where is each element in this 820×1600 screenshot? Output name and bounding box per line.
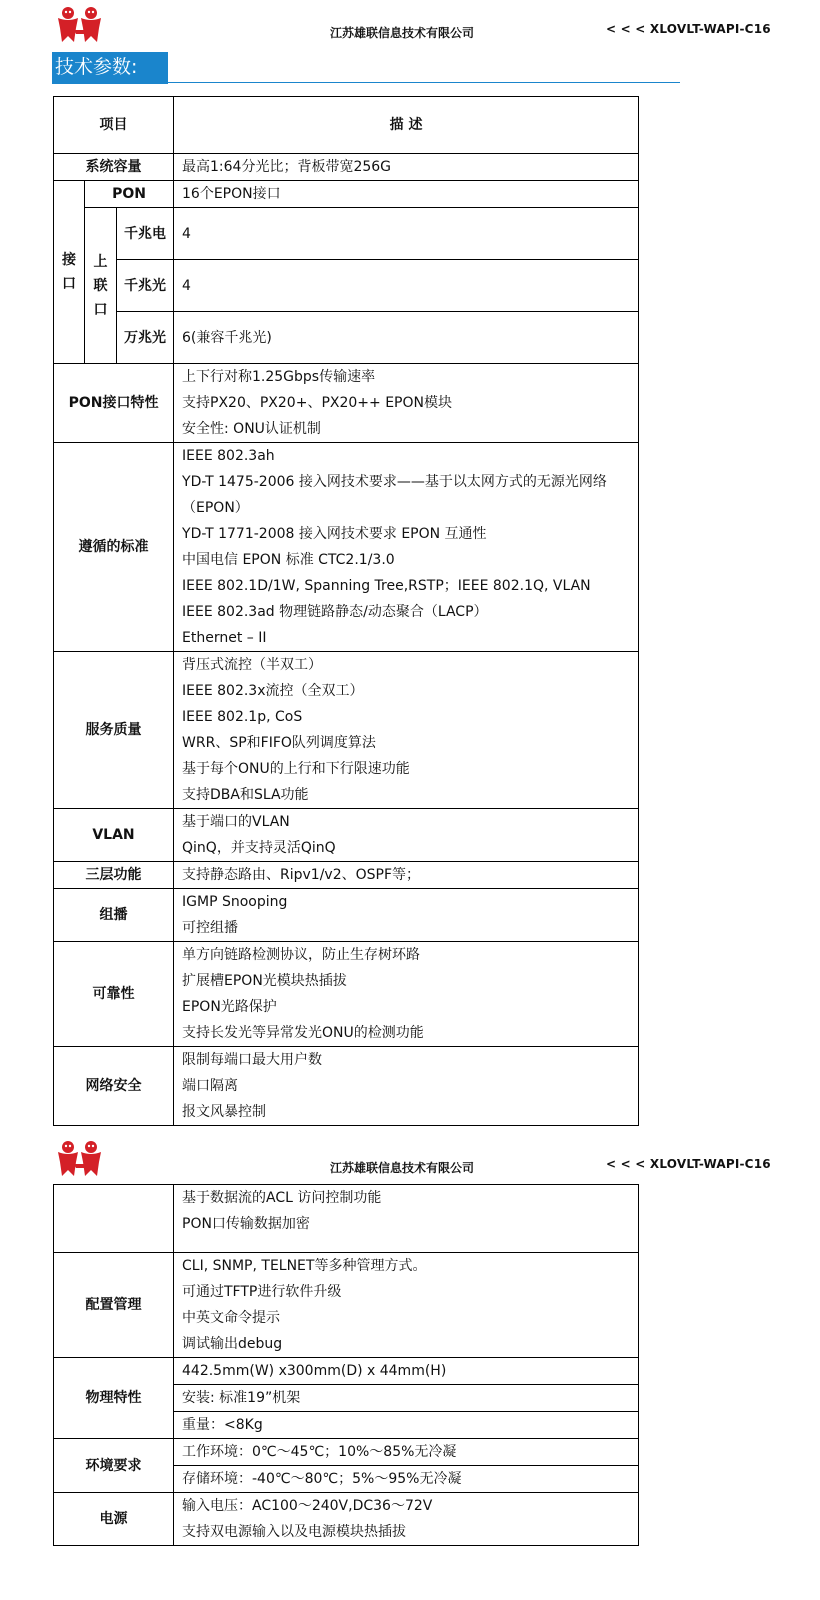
table-row <box>54 1358 639 1385</box>
table-row <box>54 364 639 443</box>
row-value-pon-features <box>174 364 639 443</box>
row-label-uplink: 上联口 <box>85 208 117 364</box>
row-label-security-cont <box>54 1185 174 1253</box>
row-value-gige-electric: 4 <box>174 208 639 260</box>
table-row <box>54 154 639 181</box>
line: 扩展槽EPON光模块热插拔 <box>182 973 347 989</box>
row-value-weight: 重量：<8Kg <box>174 1412 639 1439</box>
row-label-config: 配置管理 <box>54 1253 174 1358</box>
table-row <box>54 1253 639 1358</box>
row-label-environment: 环境要求 <box>54 1439 174 1493</box>
row-label-reliability: 可靠性 <box>54 942 174 1047</box>
row-value-pon: 16个EPON接口 <box>174 181 639 208</box>
header-description: 描 述 <box>174 97 639 154</box>
table-row <box>54 443 639 652</box>
table-row <box>54 889 639 942</box>
row-value-security <box>174 1047 639 1126</box>
row-label-power: 电源 <box>54 1493 174 1546</box>
table-row <box>54 1185 639 1253</box>
row-label-gige-electric: 千兆电 <box>117 208 174 260</box>
line: 中国电信 EPON 标准 CTC2.1/3.0 <box>182 552 395 568</box>
line: 上下行对称1.25Gbps传输速率 <box>182 369 376 385</box>
table-row <box>54 1439 639 1466</box>
line: IEEE 802.1D/1W, Spanning Tree,RSTP；IEEE 802.1Q, VLAN <box>182 578 591 594</box>
table-row <box>54 260 639 312</box>
row-label-pon: PON <box>85 181 174 208</box>
row-value-operating-env: 工作环境：0℃～45℃；10%～85%无冷凝 <box>174 1439 639 1466</box>
line: PON口传输数据加密 <box>182 1216 310 1232</box>
line: Ethernet – II <box>182 630 267 646</box>
row-value-power <box>174 1493 639 1546</box>
line: 端口隔离 <box>182 1078 239 1094</box>
row-label-l3: 三层功能 <box>54 862 174 889</box>
line: YD-T 1771-2008 接入网技术要求 EPON 互通性 <box>182 526 487 542</box>
line: 基于数据流的ACL 访问控制功能 <box>182 1190 382 1206</box>
line: 支持长发光等异常发光ONU的检测功能 <box>182 1025 424 1041</box>
product-code: < < < XLOVLT-WAPI-C16 <box>606 22 771 36</box>
line: （EPON） <box>182 500 249 516</box>
row-label-standards: 遵循的标准 <box>54 443 174 652</box>
title-underline <box>168 82 680 83</box>
product-code: < < < XLOVLT-WAPI-C16 <box>606 1157 771 1171</box>
line: YD-T 1475-2006 接入网技术要求——基于以太网方式的无源光网络 <box>182 474 607 490</box>
row-value-storage-env: 存储环境：-40℃～80℃；5%～95%无冷凝 <box>174 1466 639 1493</box>
table-row <box>54 312 639 364</box>
section-title: 技术参数: <box>52 52 168 84</box>
row-value-standards <box>174 443 639 652</box>
table-header-row <box>54 97 639 154</box>
line: 中英文命令提示 <box>182 1310 280 1326</box>
table-row <box>54 181 639 208</box>
line: IEEE 802.3ah <box>182 448 275 464</box>
line: IEEE 802.3x流控（全双工） <box>182 683 364 699</box>
company-name: 江苏雄联信息技术有限公司 <box>330 26 475 40</box>
row-value-mounting: 安装: 标准19”机架 <box>174 1385 639 1412</box>
row-label-gige-optical: 千兆光 <box>117 260 174 312</box>
table-row <box>54 652 639 809</box>
line: 背压式流控（半双工） <box>182 657 323 673</box>
line: 单方向链路检测协议，防止生存树环路 <box>182 947 421 963</box>
line: EPON光路保护 <box>182 999 277 1015</box>
row-value-security-cont <box>174 1185 639 1253</box>
line: 支持PX20、PX20+、PX20++ EPON模块 <box>182 395 452 411</box>
mascot-logo-icon <box>54 4 106 46</box>
line: 基于端口的VLAN <box>182 814 290 830</box>
row-value-reliability <box>174 942 639 1047</box>
line: 安全性: ONU认证机制 <box>182 421 321 437</box>
line: IEEE 802.1p, CoS <box>182 709 303 725</box>
line: 限制每端口最大用户数 <box>182 1052 323 1068</box>
row-label-physical: 物理特性 <box>54 1358 174 1439</box>
line: 支持DBA和SLA功能 <box>182 787 309 803</box>
row-value-10g-optical: 6(兼容千兆光) <box>174 312 639 364</box>
line: IGMP Snooping <box>182 894 288 910</box>
mascot-logo-icon <box>54 1138 106 1180</box>
row-label-pon-features: PON接口特性 <box>54 364 174 443</box>
line: 支持双电源输入以及电源模块热插拔 <box>182 1524 406 1540</box>
row-label-capacity: 系统容量 <box>54 154 174 181</box>
spec-table <box>53 96 639 1126</box>
line: 输入电压：AC100～240V,DC36～72V <box>182 1498 433 1514</box>
row-label-multicast: 组播 <box>54 889 174 942</box>
row-value-qos <box>174 652 639 809</box>
line: 报文风暴控制 <box>182 1104 267 1120</box>
line: QinQ，并支持灵活QinQ <box>182 840 336 856</box>
table-row <box>54 208 639 260</box>
table-row <box>54 862 639 889</box>
spec-table-continued <box>53 1184 639 1546</box>
table-row <box>54 1047 639 1126</box>
row-value-l3: 支持静态路由、Ripv1/v2、OSPF等； <box>174 862 639 889</box>
row-value-vlan <box>174 809 639 862</box>
table-row <box>54 809 639 862</box>
table-row <box>54 1493 639 1546</box>
row-value-multicast <box>174 889 639 942</box>
row-label-10g-optical: 万兆光 <box>117 312 174 364</box>
company-name: 江苏雄联信息技术有限公司 <box>330 1161 475 1175</box>
row-label-interface: 接口 <box>54 181 85 364</box>
row-value-capacity: 最高1:64分光比；背板带宽256G <box>174 154 639 181</box>
row-label-security: 网络安全 <box>54 1047 174 1126</box>
line: 基于每个ONU的上行和下行限速功能 <box>182 761 410 777</box>
header-item: 项目 <box>54 97 174 154</box>
line: IEEE 802.3ad 物理链路静态/动态聚合（LACP） <box>182 604 488 620</box>
table-row <box>54 942 639 1047</box>
line: WRR、SP和FIFO队列调度算法 <box>182 735 376 751</box>
row-value-gige-optical: 4 <box>174 260 639 312</box>
line: 调试输出debug <box>182 1336 283 1352</box>
row-label-qos: 服务质量 <box>54 652 174 809</box>
row-value-config <box>174 1253 639 1358</box>
line: 可控组播 <box>182 920 239 936</box>
row-label-vlan: VLAN <box>54 809 174 862</box>
line: CLI, SNMP, TELNET等多种管理方式。 <box>182 1258 427 1274</box>
row-value-dimensions: 442.5mm(W) x300mm(D) x 44mm(H) <box>174 1358 639 1385</box>
line: 可通过TFTP进行软件升级 <box>182 1284 342 1300</box>
